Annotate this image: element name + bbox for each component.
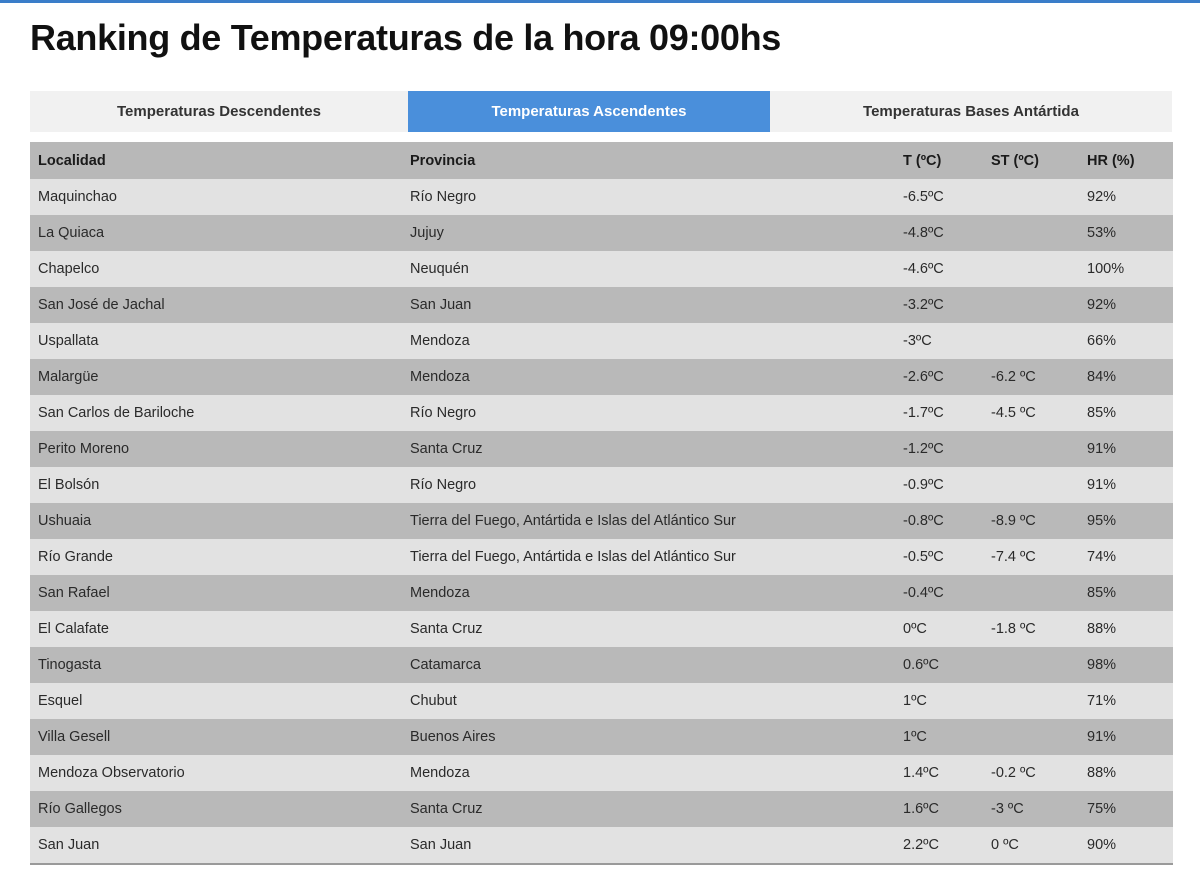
cell-localidad: Río Gallegos <box>38 801 122 817</box>
table-row <box>30 215 1173 251</box>
cell-sensacion-termica: 0 ºC <box>991 837 1019 853</box>
cell-provincia: Tierra del Fuego, Antártida e Islas del Atlántico Sur <box>410 513 736 529</box>
column-header-provincia[interactable]: Provincia <box>410 152 476 169</box>
cell-temperatura: 1.4ºC <box>903 765 939 781</box>
cell-provincia: Santa Cruz <box>410 441 483 457</box>
cell-temperatura: -1.2ºC <box>903 441 944 457</box>
cell-provincia: Mendoza <box>410 765 470 781</box>
cell-humedad: 85% <box>1087 405 1117 421</box>
cell-provincia: Jujuy <box>410 225 444 241</box>
table-row <box>30 431 1173 467</box>
cell-temperatura: 1ºC <box>903 729 927 745</box>
table-bottom-rule <box>30 863 1173 865</box>
cell-humedad: 53% <box>1087 225 1117 241</box>
cell-provincia: Mendoza <box>410 333 470 349</box>
cell-provincia: Río Negro <box>410 189 477 205</box>
cell-provincia: Tierra del Fuego, Antártida e Islas del Atlántico Sur <box>410 549 736 565</box>
table-row <box>30 287 1173 323</box>
cell-humedad: 90% <box>1087 837 1117 853</box>
cell-localidad: San José de Jachal <box>38 297 165 313</box>
table-row <box>30 395 1173 431</box>
cell-localidad: San Juan <box>38 837 100 853</box>
cell-sensacion-termica: -8.9 ºC <box>991 513 1036 529</box>
cell-temperatura: 0.6ºC <box>903 657 939 673</box>
cell-provincia: Catamarca <box>410 657 481 673</box>
table-row <box>30 647 1173 683</box>
table-row <box>30 683 1173 719</box>
cell-provincia: Buenos Aires <box>410 729 496 745</box>
table-row <box>30 251 1173 287</box>
table-row <box>30 179 1173 215</box>
cell-provincia: Río Negro <box>410 477 477 493</box>
table-header-row <box>30 142 1173 179</box>
tab-temperaturas-descendentes[interactable]: Temperaturas Descendentes <box>117 103 321 120</box>
cell-provincia: Río Negro <box>410 405 477 421</box>
column-header-localidad[interactable]: Localidad <box>38 152 106 169</box>
table-row <box>30 503 1173 539</box>
table-row <box>30 611 1173 647</box>
temperature-table <box>30 142 1173 865</box>
table-row <box>30 467 1173 503</box>
cell-localidad: Perito Moreno <box>38 441 130 457</box>
cell-localidad: Uspallata <box>38 333 99 349</box>
cell-humedad: 71% <box>1087 693 1117 709</box>
cell-sensacion-termica: -0.2 ºC <box>991 765 1036 781</box>
table-row <box>30 719 1173 755</box>
cell-humedad: 95% <box>1087 513 1117 529</box>
cell-humedad: 92% <box>1087 297 1117 313</box>
cell-temperatura: -2.6ºC <box>903 369 944 385</box>
top-accent-rule <box>0 0 1200 3</box>
cell-sensacion-termica: -1.8 ºC <box>991 621 1036 637</box>
cell-localidad: Malargüe <box>38 369 99 385</box>
column-header-sensacion-termica[interactable]: ST (ºC) <box>991 152 1039 169</box>
cell-localidad: El Calafate <box>38 621 109 637</box>
cell-provincia: Santa Cruz <box>410 801 483 817</box>
cell-localidad: Ushuaia <box>38 513 92 529</box>
cell-temperatura: -0.4ºC <box>903 585 944 601</box>
cell-provincia: San Juan <box>410 297 472 313</box>
cell-humedad: 85% <box>1087 585 1117 601</box>
cell-localidad: Chapelco <box>38 261 100 277</box>
cell-humedad: 91% <box>1087 441 1117 457</box>
cell-humedad: 91% <box>1087 729 1117 745</box>
cell-temperatura: 1.6ºC <box>903 801 939 817</box>
column-header-temperatura[interactable]: T (ºC) <box>903 152 942 169</box>
cell-localidad: Mendoza Observatorio <box>38 765 185 781</box>
cell-humedad: 100% <box>1087 261 1125 277</box>
cell-temperatura: -4.6ºC <box>903 261 944 277</box>
cell-localidad: Río Grande <box>38 549 113 565</box>
cell-localidad: El Bolsón <box>38 477 100 493</box>
table-body <box>30 179 1173 863</box>
table-row <box>30 539 1173 575</box>
cell-sensacion-termica: -3 ºC <box>991 801 1024 817</box>
cell-temperatura: 1ºC <box>903 693 927 709</box>
cell-sensacion-termica: -4.5 ºC <box>991 405 1036 421</box>
cell-humedad: 84% <box>1087 369 1117 385</box>
column-header-humedad[interactable]: HR (%) <box>1087 152 1135 169</box>
table-row <box>30 359 1173 395</box>
cell-humedad: 92% <box>1087 189 1117 205</box>
cell-humedad: 75% <box>1087 801 1117 817</box>
cell-sensacion-termica: -6.2 ºC <box>991 369 1036 385</box>
table-row <box>30 791 1173 827</box>
cell-localidad: Maquinchao <box>38 189 117 205</box>
page-title: Ranking de Temperaturas de la hora 09:00hs <box>30 17 781 58</box>
cell-temperatura: -3.2ºC <box>903 297 944 313</box>
cell-provincia: Chubut <box>410 693 457 709</box>
tab-temperaturas-ascendentes[interactable]: Temperaturas Ascendentes <box>408 91 770 132</box>
cell-humedad: 88% <box>1087 765 1117 781</box>
cell-provincia: San Juan <box>410 837 472 853</box>
cell-localidad: San Rafael <box>38 585 110 601</box>
table-row <box>30 755 1173 791</box>
cell-temperatura: -0.5ºC <box>903 549 944 565</box>
cell-temperatura: -6.5ºC <box>903 189 944 205</box>
cell-temperatura: 2.2ºC <box>903 837 939 853</box>
cell-humedad: 66% <box>1087 333 1117 349</box>
cell-humedad: 91% <box>1087 477 1117 493</box>
cell-localidad: Esquel <box>38 693 83 709</box>
table-row <box>30 575 1173 611</box>
cell-localidad: Villa Gesell <box>38 729 111 745</box>
tab-temperaturas-bases-antartida[interactable]: Temperaturas Bases Antártida <box>863 103 1079 120</box>
cell-humedad: 74% <box>1087 549 1117 565</box>
cell-provincia: Mendoza <box>410 585 470 601</box>
cell-temperatura: -3ºC <box>903 333 932 349</box>
table-row <box>30 827 1173 863</box>
cell-localidad: La Quiaca <box>38 225 105 241</box>
cell-temperatura: -1.7ºC <box>903 405 944 421</box>
cell-localidad: Tinogasta <box>38 657 102 673</box>
ranking-tabs <box>30 91 1172 132</box>
cell-provincia: Mendoza <box>410 369 470 385</box>
cell-temperatura: 0ºC <box>903 621 927 637</box>
table-row <box>30 323 1173 359</box>
cell-localidad: San Carlos de Bariloche <box>38 405 195 421</box>
cell-temperatura: -0.8ºC <box>903 513 944 529</box>
cell-provincia: Santa Cruz <box>410 621 483 637</box>
cell-provincia: Neuquén <box>410 261 469 277</box>
cell-humedad: 88% <box>1087 621 1117 637</box>
cell-humedad: 98% <box>1087 657 1117 673</box>
cell-temperatura: -4.8ºC <box>903 225 944 241</box>
cell-temperatura: -0.9ºC <box>903 477 944 493</box>
cell-sensacion-termica: -7.4 ºC <box>991 549 1036 565</box>
